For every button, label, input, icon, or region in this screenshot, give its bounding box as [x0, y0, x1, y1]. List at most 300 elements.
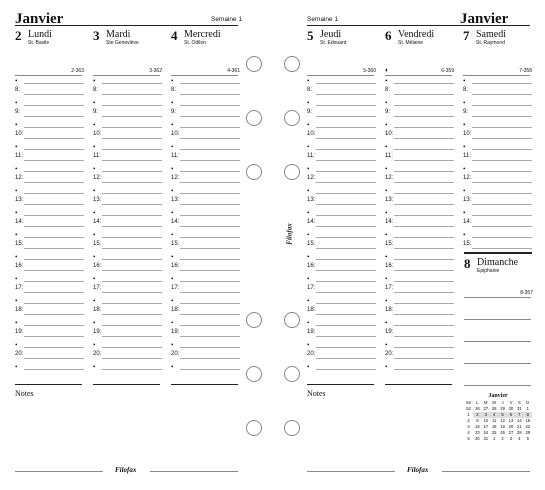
hour-label: 15:: [15, 241, 24, 247]
time-slot[interactable]: [93, 321, 162, 343]
bullet-icon: •: [307, 209, 310, 217]
mini-calendar-day: 13: [508, 418, 514, 423]
day-number: 5: [307, 28, 314, 43]
writing-line: [394, 171, 454, 172]
hour-label: 9:: [171, 109, 177, 115]
writing-line: [102, 149, 162, 150]
right-footer-rule-b: [442, 471, 530, 472]
day-name: Samedi: [476, 29, 506, 40]
bullet-icon: •: [15, 319, 18, 327]
moon-phase-icon: ◐: [385, 66, 390, 74]
hour-label: 8:: [385, 87, 391, 93]
time-slot[interactable]: [15, 101, 84, 123]
writing-line: [316, 149, 376, 150]
writing-line: [24, 116, 84, 117]
time-slot[interactable]: [15, 123, 84, 145]
writing-line: [316, 226, 376, 227]
writing-line: [180, 281, 240, 282]
time-slot[interactable]: [463, 79, 532, 101]
bullet-icon: •: [307, 165, 310, 173]
day-count-rule: [15, 75, 82, 76]
mini-calendar-day: 1: [526, 406, 529, 411]
time-slot[interactable]: [93, 299, 162, 321]
bullet-icon: •: [15, 77, 18, 85]
mini-calendar-day: 5: [498, 412, 506, 418]
writing-line: [180, 204, 240, 205]
bullet-icon: •: [385, 253, 388, 261]
time-slot[interactable]: [463, 145, 532, 167]
writing-line: [24, 105, 84, 106]
hour-label: 15:: [93, 241, 102, 247]
hour-label: 20:: [385, 351, 394, 357]
writing-line: [316, 182, 376, 183]
writing-line: [394, 193, 454, 194]
time-slot[interactable]: [93, 167, 162, 189]
writing-line: [316, 358, 376, 359]
time-slot[interactable]: [93, 123, 162, 145]
writing-line: [102, 94, 162, 95]
time-slot[interactable]: [93, 211, 162, 233]
bullet-icon: •: [171, 363, 174, 371]
hour-label: 18:: [385, 307, 394, 313]
time-slot[interactable]: [385, 299, 454, 321]
mini-calendar-week-number: 52: [466, 406, 471, 411]
time-slot[interactable]: [307, 101, 376, 123]
hour-label: 13:: [385, 197, 394, 203]
time-slot[interactable]: [307, 79, 376, 101]
time-slot[interactable]: [171, 101, 240, 123]
hour-label: 20:: [15, 351, 24, 357]
writing-line: [394, 127, 454, 128]
time-slot[interactable]: [463, 189, 532, 211]
bullet-icon: •: [15, 253, 18, 261]
hour-label: 11:: [15, 153, 23, 159]
bullet-icon: •: [463, 231, 466, 239]
mini-calendar-day: 28: [517, 430, 522, 435]
time-slot[interactable]: [307, 365, 376, 373]
writing-line: [180, 270, 240, 271]
bullet-icon: •: [93, 77, 96, 85]
writing-line: [180, 171, 240, 172]
day-saint: St. Basile: [28, 40, 50, 46]
bullet-icon: •: [307, 341, 310, 349]
hour-label: 10:: [93, 131, 102, 137]
time-slot[interactable]: [385, 233, 454, 255]
writing-line: [316, 94, 376, 95]
writing-line: [24, 171, 84, 172]
sunday-writing-line[interactable]: [464, 385, 531, 386]
writing-line: [24, 94, 84, 95]
mini-calendar: [464, 393, 532, 442]
hour-label: 10:: [307, 131, 316, 137]
day-count-rule: [385, 75, 452, 76]
bullet-icon: •: [385, 297, 388, 305]
time-slot[interactable]: [385, 343, 454, 365]
bullet-icon: •: [385, 77, 388, 85]
time-slot[interactable]: [307, 123, 376, 145]
writing-line: [394, 116, 454, 117]
writing-line: [180, 160, 240, 161]
writing-line: [102, 369, 162, 370]
hour-label: 11:: [307, 153, 315, 159]
mini-calendar-day: 28: [491, 406, 497, 411]
sunday-writing-line[interactable]: [464, 297, 531, 298]
writing-line: [102, 259, 162, 260]
sunday-writing-line[interactable]: [464, 319, 531, 320]
mini-calendar-day: 1: [493, 436, 496, 441]
time-slot[interactable]: [385, 211, 454, 233]
writing-line: [24, 270, 84, 271]
hour-label: 17:: [385, 285, 394, 291]
time-slot[interactable]: [463, 101, 532, 123]
mini-calendar-day: 26: [500, 430, 505, 435]
writing-line: [102, 83, 162, 84]
bullet-icon: •: [15, 231, 18, 239]
time-slot[interactable]: [307, 299, 376, 321]
bullet-icon: •: [171, 297, 174, 305]
bullet-icon: •: [15, 187, 18, 195]
day-number: 7: [463, 28, 470, 43]
bullet-icon: •: [385, 319, 388, 327]
bullet-icon: •: [307, 231, 310, 239]
bullet-icon: •: [15, 297, 18, 305]
time-slot[interactable]: [93, 189, 162, 211]
writing-line: [102, 237, 162, 238]
time-slot[interactable]: [15, 343, 84, 365]
time-slot[interactable]: [171, 123, 240, 145]
bullet-icon: •: [93, 363, 96, 371]
time-slot[interactable]: [385, 277, 454, 299]
time-slot[interactable]: [307, 255, 376, 277]
writing-line: [24, 83, 84, 84]
mini-calendar-day: 5: [526, 436, 529, 441]
day-saint: St. Odilon: [184, 40, 206, 46]
time-slot[interactable]: [15, 277, 84, 299]
mini-calendar-weekday: D: [526, 400, 530, 405]
writing-line: [180, 83, 240, 84]
writing-line: [102, 292, 162, 293]
writing-line: [180, 358, 240, 359]
day-saint: St. Mélaine: [398, 40, 424, 46]
time-slot[interactable]: [93, 255, 162, 277]
day-name: Lundi: [28, 29, 52, 40]
bullet-icon: •: [15, 275, 18, 283]
writing-line: [316, 237, 376, 238]
time-slot[interactable]: [93, 79, 162, 101]
time-slot[interactable]: [171, 255, 240, 277]
time-slot[interactable]: [307, 277, 376, 299]
time-slot[interactable]: [171, 365, 240, 373]
hour-label: 13:: [171, 197, 180, 203]
time-slot[interactable]: [385, 145, 454, 167]
left-header-rule: [15, 25, 238, 26]
writing-line: [180, 127, 240, 128]
day-saint: St. Edouard: [320, 40, 347, 46]
writing-line: [102, 182, 162, 183]
bullet-icon: •: [385, 143, 388, 151]
hour-label: 13:: [15, 197, 24, 203]
mini-calendar-weekday: Se: [466, 400, 472, 405]
time-slot[interactable]: [15, 211, 84, 233]
left-notes-label: Notes: [15, 389, 34, 398]
hour-label: 18:: [15, 307, 24, 313]
time-slot[interactable]: [15, 255, 84, 277]
sunday-writing-line[interactable]: [464, 363, 531, 364]
writing-line: [394, 303, 454, 304]
writing-line: [316, 292, 376, 293]
hour-label: 11:: [171, 153, 179, 159]
mini-calendar-day: 16: [475, 424, 480, 429]
time-slot[interactable]: [307, 167, 376, 189]
right-footer-rule-a: [307, 471, 395, 472]
time-slot[interactable]: [15, 233, 84, 255]
sunday-writing-line[interactable]: [464, 341, 531, 342]
time-slot[interactable]: [385, 255, 454, 277]
hour-label: 17:: [171, 285, 180, 291]
writing-line: [180, 138, 240, 139]
hour-label: 9:: [93, 109, 99, 115]
left-footer-rule-a: [15, 471, 103, 472]
bullet-icon: •: [463, 187, 466, 195]
bullet-icon: •: [171, 275, 174, 283]
time-slot[interactable]: [307, 211, 376, 233]
bullet-icon: •: [171, 319, 174, 327]
hour-label: 12:: [307, 175, 316, 181]
time-slot[interactable]: [171, 189, 240, 211]
hour-label: 17:: [15, 285, 24, 291]
writing-line: [24, 193, 84, 194]
hour-label: 19:: [385, 329, 394, 335]
writing-line: [102, 270, 162, 271]
bullet-icon: •: [171, 99, 174, 107]
time-slot[interactable]: [93, 277, 162, 299]
time-slot[interactable]: [171, 211, 240, 233]
bullet-icon: •: [307, 77, 310, 85]
mini-calendar-week-number: 5: [467, 436, 470, 441]
writing-line: [102, 303, 162, 304]
writing-line: [316, 369, 376, 370]
time-slot[interactable]: [171, 79, 240, 101]
time-slot[interactable]: [93, 233, 162, 255]
writing-line: [24, 226, 84, 227]
mini-calendar-day: 30: [475, 436, 480, 441]
writing-line: [316, 127, 376, 128]
writing-line: [180, 314, 240, 315]
writing-line: [394, 248, 454, 249]
time-slot[interactable]: [307, 145, 376, 167]
writing-line: [24, 138, 84, 139]
bullet-icon: •: [171, 341, 174, 349]
time-slot[interactable]: [171, 321, 240, 343]
writing-line: [316, 160, 376, 161]
mini-calendar-weekday: L: [476, 400, 479, 405]
bullet-icon: •: [463, 143, 466, 151]
hour-label: 12:: [93, 175, 102, 181]
time-slot[interactable]: [463, 211, 532, 233]
writing-line: [180, 303, 240, 304]
binder-ring-hole: [246, 420, 262, 436]
time-slot[interactable]: [385, 101, 454, 123]
mini-calendar-week-row: [464, 436, 532, 442]
day-name: Mercredi: [184, 29, 221, 40]
bullet-icon: •: [171, 121, 174, 129]
bullet-icon: •: [307, 253, 310, 261]
writing-line: [316, 281, 376, 282]
time-slot[interactable]: [385, 189, 454, 211]
time-slot[interactable]: [463, 123, 532, 145]
binder-ring-hole: [246, 366, 262, 382]
writing-line: [316, 303, 376, 304]
time-slot[interactable]: [385, 79, 454, 101]
time-slot[interactable]: [171, 277, 240, 299]
day-count: 5-360: [363, 68, 376, 74]
writing-line: [24, 204, 84, 205]
writing-line: [24, 259, 84, 260]
hour-label: 10:: [385, 131, 394, 137]
writing-line: [102, 116, 162, 117]
hour-label: 19:: [93, 329, 102, 335]
bullet-icon: •: [15, 99, 18, 107]
writing-line: [24, 314, 84, 315]
time-slot[interactable]: [463, 167, 532, 189]
mini-calendar-weekday: V: [509, 400, 513, 405]
left-week-label: Semaine 1: [211, 16, 243, 23]
hour-label: 15:: [463, 241, 472, 247]
writing-line: [316, 325, 376, 326]
writing-line: [180, 215, 240, 216]
time-slot[interactable]: [15, 365, 84, 373]
sunday-rule: [464, 252, 532, 254]
right-header-rule: [307, 25, 530, 26]
right-week-label: Semaine 1: [307, 16, 339, 23]
writing-line: [180, 347, 240, 348]
time-slot[interactable]: [15, 79, 84, 101]
writing-line: [316, 248, 376, 249]
writing-line: [102, 171, 162, 172]
time-slot[interactable]: [171, 299, 240, 321]
writing-line: [394, 292, 454, 293]
writing-line: [102, 347, 162, 348]
time-slot[interactable]: [93, 145, 162, 167]
time-slot[interactable]: [171, 167, 240, 189]
writing-line: [102, 248, 162, 249]
writing-line: [472, 226, 532, 227]
time-slot[interactable]: [385, 167, 454, 189]
time-slot[interactable]: [385, 365, 454, 373]
time-slot[interactable]: [307, 321, 376, 343]
filofax-side-logo: Filofax: [285, 223, 294, 245]
time-slot[interactable]: [15, 299, 84, 321]
time-slot[interactable]: [171, 145, 240, 167]
day-count-rule: [463, 75, 530, 76]
bullet-icon: •: [15, 165, 18, 173]
time-slot[interactable]: [385, 123, 454, 145]
writing-line: [472, 105, 532, 106]
bullet-icon: •: [93, 99, 96, 107]
hour-label: 12:: [171, 175, 180, 181]
hour-label: 16:: [171, 263, 180, 269]
time-slot[interactable]: [93, 365, 162, 373]
time-slot[interactable]: [307, 189, 376, 211]
day-name: Vendredi: [398, 29, 435, 40]
day-count: 3-362: [149, 68, 162, 74]
time-slot[interactable]: [15, 145, 84, 167]
writing-line: [316, 259, 376, 260]
mini-calendar-day: 23: [475, 430, 480, 435]
mini-calendar-day: 12: [500, 418, 505, 423]
mini-calendar-day: 27: [508, 430, 514, 435]
time-slot[interactable]: [385, 321, 454, 343]
bullet-icon: •: [385, 165, 388, 173]
time-slot[interactable]: [307, 343, 376, 365]
mini-calendar-day: 20: [508, 424, 514, 429]
writing-line: [180, 149, 240, 150]
time-slot[interactable]: [171, 233, 240, 255]
writing-line: [394, 138, 454, 139]
mini-calendar-day: 14: [517, 418, 522, 423]
binder-ring-hole: [284, 420, 300, 436]
writing-line: [180, 182, 240, 183]
writing-line: [316, 270, 376, 271]
writing-line: [24, 347, 84, 348]
time-slot[interactable]: [171, 343, 240, 365]
right-notes-label: Notes: [307, 389, 326, 398]
mini-calendar-day: 24: [483, 430, 489, 435]
time-slot[interactable]: [15, 167, 84, 189]
writing-line: [472, 204, 532, 205]
mini-calendar-day: 6: [507, 412, 515, 418]
bullet-icon: •: [307, 297, 310, 305]
mini-calendar-day: 25: [491, 430, 497, 435]
writing-line: [394, 314, 454, 315]
mini-calendar-day: 31: [483, 436, 489, 441]
hour-label: 11:: [463, 153, 471, 159]
day-count: 2-363: [71, 68, 84, 74]
writing-line: [24, 160, 84, 161]
left-footer-rule-b: [150, 471, 238, 472]
hour-label: 13:: [93, 197, 102, 203]
time-slot[interactable]: [307, 233, 376, 255]
time-slot[interactable]: [15, 321, 84, 343]
filofax-right-footer-logo: Filofax: [407, 466, 429, 474]
writing-line: [316, 347, 376, 348]
bullet-icon: •: [307, 363, 310, 371]
bullet-icon: •: [93, 121, 96, 129]
mini-calendar-grid: [464, 400, 532, 442]
mini-calendar-weekday: S: [517, 400, 521, 405]
time-slot[interactable]: [93, 101, 162, 123]
writing-line: [394, 160, 454, 161]
filofax-left-footer-logo: Filofax: [115, 466, 137, 474]
bullet-icon: •: [15, 341, 18, 349]
writing-line: [180, 336, 240, 337]
day-count-rule: [93, 75, 160, 76]
day-number: 4: [171, 28, 178, 43]
writing-line: [394, 281, 454, 282]
time-slot[interactable]: [93, 343, 162, 365]
mini-calendar-day: 31: [517, 406, 522, 411]
mini-calendar-day: 30: [508, 406, 514, 411]
writing-line: [394, 149, 454, 150]
bullet-icon: •: [385, 99, 388, 107]
time-slot[interactable]: [15, 189, 84, 211]
bullet-icon: •: [385, 341, 388, 349]
writing-line: [24, 325, 84, 326]
writing-line: [180, 292, 240, 293]
hour-label: 17:: [93, 285, 102, 291]
hour-label: 14:: [171, 219, 180, 225]
writing-line: [316, 171, 376, 172]
